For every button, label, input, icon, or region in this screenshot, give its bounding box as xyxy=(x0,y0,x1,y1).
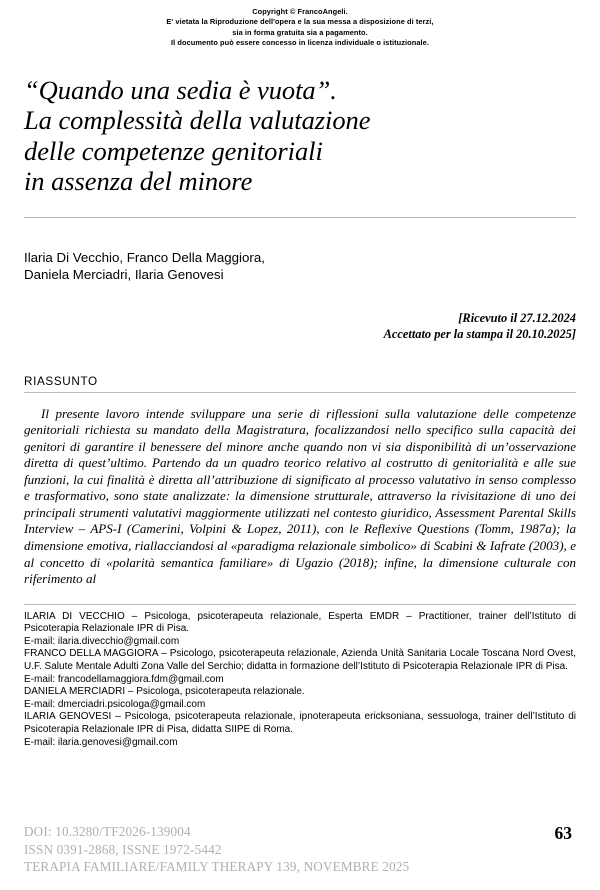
accepted-date: Accettato per la stampa il 20.10.2025] xyxy=(383,327,576,342)
article-title xyxy=(24,75,576,197)
affiliation-entry: ILARIA GENOVESI – Psicologa, psicoterapeuta relazionale, ipnoterapeuta ericksoniana, sessuologa, trainer dell’Istituto di Psicoterapia Relazionale IPR di Pisa, didatta SIIPE di Roma. xyxy=(24,711,576,735)
affiliation-email: E-mail: ilaria.divecchio@gmail.com xyxy=(24,635,180,647)
doi-text: DOI: 10.3280/TF2026-139004 xyxy=(24,824,191,840)
affiliation-email: E-mail: ilaria.genovesi@gmail.com xyxy=(24,736,178,748)
page-footer xyxy=(24,823,576,876)
author-line: Ilaria Di Vecchio, Franco Della Maggiora, xyxy=(24,249,265,265)
title-divider xyxy=(24,217,576,218)
footer-metadata xyxy=(24,823,409,876)
abstract-body: Il presente lavoro intende sviluppare una serie di riflessioni sulla valutazione delle competenze genitoriali richiesta su mandato della Magistratura, focalizzandosi nello specifico sulla capacità dei genitori di garantire il benessere del minore anche quando non vi sia disponibilità di un’osservazione diretta di quest’ultimo. Partendo da un quadro teorico relativo al costrutto di genitorialità e alle sue funzioni, la cui finalità è diretta all’attribuzione di significato al processo valutativo in senso complesso e trasformativo, sono state analizzate: la dimensione strutturale, attraverso la rivisitazione di uno dei principali strumenti valutativi maggiormente utilizzati nel contesto giuridico, Assessment Parental Skills Interview – APS-I (Camerini, Volpini & Lopez, 2011), con le Reflexive Questions (Tomm, 1987a); la dimensione emotiva, riallacciandosi al «paradigma relazionale simbolico» di Scabini & Iafrate (2003), e al concetto di «polarità semantica familiare» di Ugazio (2018); infine, la dimensione culturale con riferimento al xyxy=(24,405,576,587)
affiliation-email: E-mail: dmerciadri.psicologa@gmail.com xyxy=(24,698,206,710)
issn-text: ISSN 0391-2868, ISSNE 1972-5442 xyxy=(24,841,222,857)
copyright-line: Copyright © FrancoAngeli. xyxy=(252,7,348,16)
title-line: in assenza del minore xyxy=(24,166,253,197)
received-date: [Ricevuto il 27.12.2024 xyxy=(458,310,576,325)
author-affiliations xyxy=(24,611,576,750)
title-line: delle competenze genitoriali xyxy=(24,135,323,166)
copyright-notice xyxy=(24,7,576,49)
page-number: 63 xyxy=(554,823,572,844)
abstract-divider xyxy=(24,392,576,393)
footnote-divider xyxy=(24,604,576,605)
author-line: Daniela Merciadri, Ilaria Genovesi xyxy=(24,267,224,283)
abstract-heading: RIASSUNTO xyxy=(24,374,98,388)
author-list xyxy=(24,249,576,284)
submission-dates xyxy=(24,310,576,343)
title-line: La complessità della valutazione xyxy=(24,105,371,136)
title-line: “Quando una sedia è vuota”. xyxy=(24,74,337,105)
journal-text: TERAPIA FAMILIARE/FAMILY THERAPY 139, NOVEMBRE 2025 xyxy=(24,859,410,875)
affiliation-entry: ILARIA DI VECCHIO – Psicologa, psicoterapeuta relazionale, Esperta EMDR – Practitioner, trainer dell’Istituto di Psicoterapia Relazionale IPR di Pisa. xyxy=(24,610,576,635)
copyright-line: Il documento può essere concesso in licenza individuale o istituzionale. xyxy=(171,38,429,48)
copyright-line: E' vietata la Riproduzione dell'opera e la sua messa a disposizione di terzi, xyxy=(166,17,434,27)
copyright-line: sia in forma gratuita sia a pagamento. xyxy=(232,27,368,37)
affiliation-entry: FRANCO DELLA MAGGIORA – Psicologo, psicoterapeuta relazionale, Azienda Unità Sanitaria Locale Toscana Nord Ovest, U.F. Salute Mentale Adulti Zona Valle del Serchio; didatta in formazione dell’Istituto di Psicoterapia Relazionale IPR di Pisa. xyxy=(24,648,576,673)
affiliation-entry: DANIELA MERCIADRI – Psicologa, psicoterapeuta relazionale. xyxy=(24,686,305,698)
affiliation-email: E-mail: francodellamaggiora.fdm@gmail.com xyxy=(24,673,224,685)
